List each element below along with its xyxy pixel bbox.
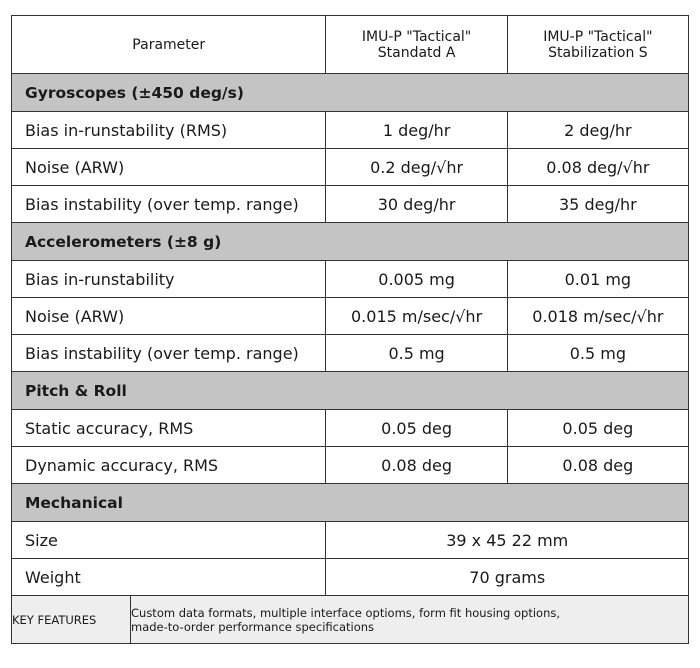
spec-table xyxy=(11,15,689,644)
section-pitch-roll xyxy=(12,372,689,410)
param-cell: Static accuracy, RMS xyxy=(12,410,326,447)
value-a-cell: 0.08 deg xyxy=(326,447,507,484)
key-features-label: KEY FEATURES xyxy=(12,596,131,643)
table-row xyxy=(12,261,689,298)
value-s-cell: 0.01 mg xyxy=(507,261,688,298)
table-row xyxy=(12,447,689,484)
value-s-cell: 0.018 m/sec/√hr xyxy=(507,298,688,335)
section-title: Pitch & Roll xyxy=(12,372,689,410)
value-a-cell: 0.5 mg xyxy=(326,335,507,372)
table-row xyxy=(12,298,689,335)
header-col-a-line2: Standatd A xyxy=(377,44,456,61)
key-features-text xyxy=(131,596,689,643)
value-a-cell: 0.005 mg xyxy=(326,261,507,298)
section-title: Gyroscopes (±450 deg/s) xyxy=(12,74,689,112)
value-merged-cell: 70 grams xyxy=(326,559,689,596)
param-cell: Bias in-runstability (RMS) xyxy=(12,112,326,149)
value-s-cell: 0.08 deg/√hr xyxy=(507,149,688,186)
value-a-cell: 0.015 m/sec/√hr xyxy=(326,298,507,335)
header-col-s-line1: IMU-P "Tactical" xyxy=(543,28,653,45)
key-features-row xyxy=(12,596,689,644)
table-row xyxy=(12,149,689,186)
header-col-s-line2: Stabilization S xyxy=(548,44,648,61)
section-title: Mechanical xyxy=(12,484,689,522)
section-mechanical xyxy=(12,484,689,522)
value-merged-cell: 39 x 45 22 mm xyxy=(326,522,689,559)
section-gyroscopes xyxy=(12,74,689,112)
param-cell: Bias instability (over temp. range) xyxy=(12,335,326,372)
value-s-cell: 0.5 mg xyxy=(507,335,688,372)
value-a-cell: 0.2 deg/√hr xyxy=(326,149,507,186)
key-features-inner xyxy=(12,596,688,643)
header-row xyxy=(12,16,689,74)
table-row xyxy=(12,112,689,149)
value-a-cell: 30 deg/hr xyxy=(326,186,507,223)
header-parameter: Parameter xyxy=(12,16,326,74)
param-cell: Noise (ARW) xyxy=(12,149,326,186)
table-row xyxy=(12,335,689,372)
value-s-cell: 2 deg/hr xyxy=(507,112,688,149)
table-row xyxy=(12,522,689,559)
param-cell: Size xyxy=(12,522,326,559)
param-cell: Bias instability (over temp. range) xyxy=(12,186,326,223)
value-s-cell: 0.05 deg xyxy=(507,410,688,447)
section-accelerometers xyxy=(12,223,689,261)
table-row xyxy=(12,186,689,223)
param-cell: Bias in-runstability xyxy=(12,261,326,298)
value-a-cell: 1 deg/hr xyxy=(326,112,507,149)
section-title: Accelerometers (±8 g) xyxy=(12,223,689,261)
header-col-a-line1: IMU-P "Tactical" xyxy=(361,28,472,45)
key-features-line1: Custom data formats, multiple interface optioms, form fit housing options, xyxy=(131,605,561,620)
value-s-cell: 35 deg/hr xyxy=(507,186,688,223)
param-cell: Weight xyxy=(12,559,326,596)
table-row xyxy=(12,559,689,596)
key-features-cell xyxy=(12,596,689,644)
header-col-a xyxy=(326,16,507,74)
key-features-line2: made-to-order performance specifications xyxy=(131,619,375,634)
table-row xyxy=(12,410,689,447)
header-col-s xyxy=(507,16,688,74)
param-cell: Dynamic accuracy, RMS xyxy=(12,447,326,484)
value-s-cell: 0.08 deg xyxy=(507,447,688,484)
value-a-cell: 0.05 deg xyxy=(326,410,507,447)
param-cell: Noise (ARW) xyxy=(12,298,326,335)
